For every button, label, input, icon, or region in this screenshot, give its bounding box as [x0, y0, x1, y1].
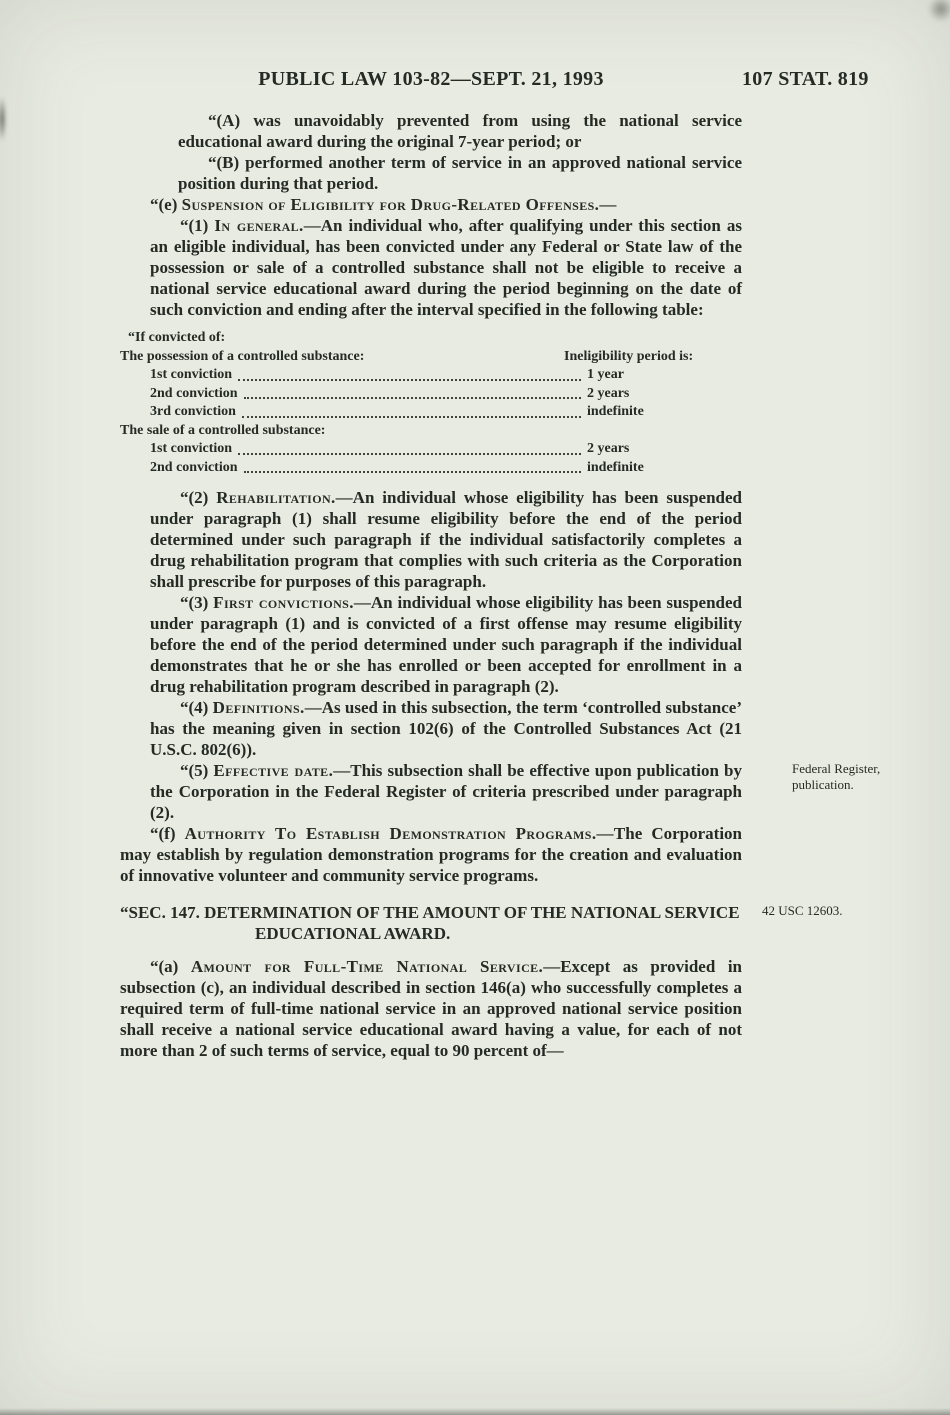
paragraph-4: [150, 697, 742, 760]
table-row: [120, 403, 742, 422]
paragraph-3: [150, 592, 742, 697]
paragraph-5-label: Effective date.: [213, 761, 334, 780]
paragraph-3-prefix: “(3): [180, 593, 214, 612]
scan-artifact-left-edge: [0, 96, 7, 142]
scan-artifact-bottom-edge: [0, 1408, 950, 1415]
subsection-f-prefix: “(f): [150, 824, 185, 843]
table-row-value: 1 year: [587, 367, 624, 382]
dot-leader: [238, 453, 581, 455]
table-row-item: 1st conviction: [150, 441, 233, 456]
table-row-value: indefinite: [587, 404, 644, 419]
table-group-sale: [120, 422, 742, 441]
subsection-e-heading: [120, 194, 742, 215]
subsection-a-label: Amount for Full-Time National Service.: [190, 957, 544, 976]
paragraph-3-label: First convictions.: [213, 593, 354, 612]
paragraph-1-label: In general.: [214, 216, 304, 235]
table-row-item: 3rd conviction: [150, 404, 236, 419]
paragraph-2: [150, 487, 742, 592]
subsection-a-text: —Except as provided in subsection (c), an individual described in section 146(a) who successfully completes a required term of full-time national service in an approved national service position shall receive a national service educational award having a value, for each of not more than 2 of such terms of service, equal to 90 percent of—: [120, 957, 743, 1060]
subsection-e-label: Suspension of Eligibility for Drug-Related Offenses.—: [181, 195, 617, 214]
table-row-value: indefinite: [587, 459, 644, 475]
table-row-value: 2 years: [587, 441, 630, 456]
table-caption: “If convicted of:: [128, 330, 226, 345]
dot-leader: [244, 471, 581, 473]
subsection-a-prefix: “(a): [150, 957, 191, 976]
margin-note-usc-citation: 42 USC 12603.: [762, 903, 843, 918]
dot-leader: [238, 379, 581, 381]
subsection-f-label: Authority To Establish Demonstration Programs.—: [184, 824, 614, 843]
dot-leader: [242, 416, 581, 418]
table-row-item: 1st conviction: [150, 367, 233, 382]
margin-note-federal-register: Federal Register, publication.: [792, 761, 881, 792]
dot-leader: [244, 397, 581, 399]
page-content: [120, 110, 881, 1061]
paragraph-2-prefix: “(2): [180, 488, 217, 507]
table-row: [120, 459, 742, 478]
paragraph-5: [150, 760, 881, 823]
table-group-possession-label: The possession of a controlled substance:: [120, 348, 365, 364]
table-row: [120, 440, 742, 459]
table-value-column-header: Ineligibility period is:: [564, 348, 694, 364]
ineligibility-table: [120, 329, 742, 477]
subsection-a: [120, 956, 742, 1061]
subsection-f-text: The Corporation may establish by regulation demonstration programs for the creation and evaluation of innovative volunteer and community service programs.: [120, 824, 743, 885]
section-147-heading-text: “SEC. 147. DETERMINATION OF THE AMOUNT OF THE NATIONAL SERVICE EDUCATIONAL AWARD.: [120, 903, 740, 943]
table-group-possession: [120, 348, 742, 367]
clause-B: “(B) performed another term of service in an approved national service position during that period.: [178, 153, 742, 193]
table-group-sale-label: The sale of a controlled substance:: [120, 422, 326, 438]
table-row: [120, 385, 742, 404]
paragraph-2-text: —An individual whose eligibility has been suspended under paragraph (1) shall resume eligibility before the end of the period determined under such paragraph if the individual satisfactorily completes a drug rehabilitation program that complies with such criteria as the Corporation shall prescribe for purposes of this paragraph.: [150, 488, 742, 591]
paragraph-1-prefix: “(1): [180, 216, 215, 235]
paragraph-1: [150, 215, 742, 320]
table-row-value: 2 years: [587, 385, 630, 401]
paragraph-4-prefix: “(4): [180, 698, 213, 717]
page-header: [120, 68, 869, 91]
subsection-e-prefix: “(e): [150, 195, 182, 214]
paragraph-5-prefix: “(5): [180, 761, 214, 780]
table-row: [120, 366, 742, 385]
clause-A: “(A) was unavoidably prevented from using the national service educational award during the original 7-year period; or: [178, 111, 742, 151]
paragraph-1-text: —An individual who, after qualifying under this section as an eligible individual, has been convicted under any Federal or State law of the possession or sale of a controlled substance shall not be eligible to receive a national service educational award during the period beginning on the date of such conviction and ending after the interval specified in the following table:: [150, 216, 743, 319]
table-row-item: 2nd conviction: [150, 385, 238, 401]
paragraph-4-text: —As used in this subsection, the term ‘controlled substance’ has the meaning given in section 102(6) of the Controlled Substances Act (21 U.S.C. 802(6)).: [150, 698, 742, 759]
subsection-f: [120, 823, 742, 886]
statute-page-citation: 107 STAT. 819: [742, 68, 869, 90]
paragraph-2-label: Rehabilitation.: [216, 488, 336, 507]
section-147-heading: [120, 902, 843, 944]
paragraph-4-label: Definitions.: [212, 698, 305, 717]
paragraph-3-text: —An individual whose eligibility has been suspended under paragraph (1) and is convicted of a first offense may resume eligibility before the end of the period determined under such paragraph if the individual demonstrates that he or she has enrolled or been accepted for enrollment in a drug rehabilitation program described in paragraph (2).: [150, 593, 742, 696]
paragraph-5-text: —This subsection shall be effective upon publication by the Corporation in the Federal Register of criteria prescribed under paragraph (2).: [150, 761, 742, 822]
scan-artifact-top-right: [928, 0, 950, 22]
law-title: PUBLIC LAW 103-82—SEPT. 21, 1993: [258, 68, 604, 90]
table-row-item: 2nd conviction: [150, 459, 238, 475]
